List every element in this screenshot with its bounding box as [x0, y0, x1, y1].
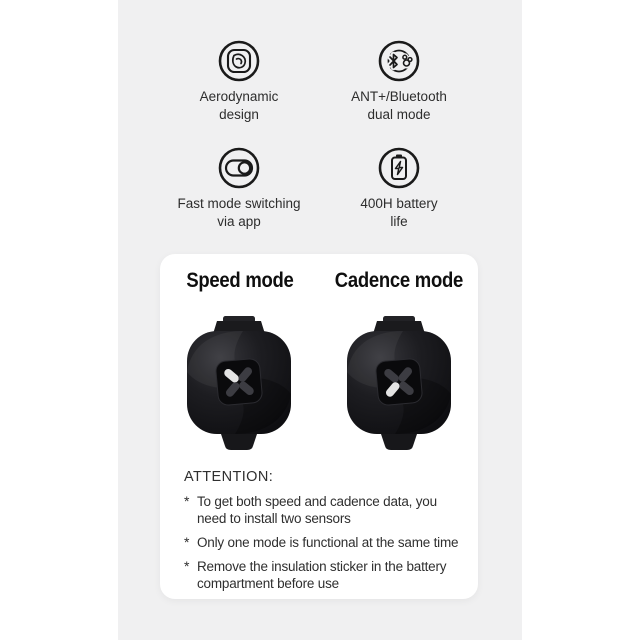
content-panel — [118, 0, 522, 640]
feature-ant-bluetooth — [314, 38, 484, 124]
speed-sensor-image — [183, 310, 295, 454]
cadence-sensor-image — [343, 310, 455, 454]
ant-bluetooth-icon — [376, 38, 422, 84]
app-toggle-icon — [216, 145, 262, 191]
feature-label: ANT+/Bluetooth dual mode — [351, 89, 447, 122]
attention-bullet — [184, 558, 460, 592]
bullet-marker: * — [184, 558, 190, 574]
feature-aerodynamic-design — [154, 38, 324, 124]
battery-life-icon — [376, 145, 422, 191]
mode-title-speed: Speed mode — [185, 269, 294, 292]
bullet-marker: * — [184, 534, 190, 550]
attention-bullet — [184, 534, 460, 551]
feature-fast-mode-switching — [154, 145, 324, 231]
mode-title-cadence: Cadence mode — [334, 269, 463, 292]
attention-bullet — [184, 493, 460, 527]
bullet-marker: * — [184, 493, 190, 509]
feature-label: 400H battery life — [360, 196, 438, 229]
attention-section — [184, 468, 460, 599]
modes-card — [160, 254, 478, 599]
bullet-text: To get both speed and cadence data, you need to install two sensors — [197, 494, 437, 526]
bullet-text: Remove the insulation sticker in the battery compartment before use — [197, 559, 447, 591]
attention-heading: ATTENTION: — [184, 469, 274, 485]
feature-label: Aerodynamic design — [199, 89, 279, 122]
aerodynamic-design-icon — [216, 38, 262, 84]
feature-label: Fast mode switching via app — [177, 196, 301, 229]
bullet-text: Only one mode is functional at the same time — [197, 535, 459, 550]
feature-battery-life — [314, 145, 484, 231]
